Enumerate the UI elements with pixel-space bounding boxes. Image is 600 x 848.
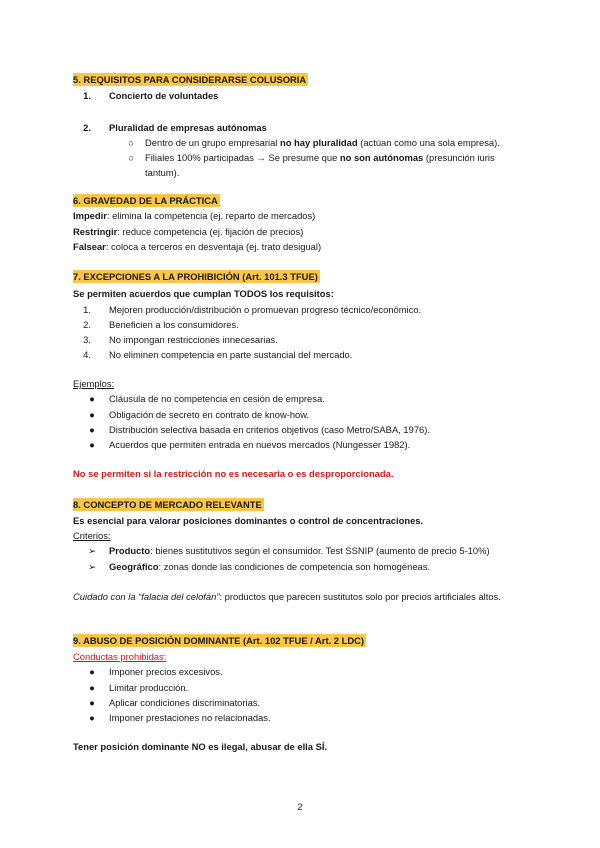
s6-row-restringir: Restringir: reduce competencia (ej. fijación de precios) xyxy=(73,226,304,237)
s8-criteria-label: Criterios: xyxy=(73,530,111,541)
s9-conclusion: Tener posición dominante NO es ilegal, abusar de ella SÍ. xyxy=(73,741,328,752)
s7-intro: Se permiten acuerdos que cumplan TODOS los requisitos: xyxy=(73,288,334,299)
arrow-bullet-icon: ➢ xyxy=(88,561,96,572)
s6-row-falsear: Falsear: coloca a terceros en desventaja (ej. trato desigual) xyxy=(73,241,322,252)
arrow-bullet-icon: ➢ xyxy=(88,545,96,556)
s8-intro: Es esencial para valorar posiciones dominantes o control de concentraciones. xyxy=(73,515,424,526)
s9-label: Conductas prohibidas: xyxy=(73,651,167,662)
section-5-heading: 5. REQUISITOS PARA CONSIDERARSE COLUSORIA xyxy=(73,74,307,85)
document-page: 5. REQUISITOS PARA CONSIDERARSE COLUSORIA 1. Concierto de voluntades 2. Pluralidad de empresas autónomas ○ Dentro de un grupo empresarial no hay pluralidad (actúan como una sola empresa). ○ Filiales 100% participadas → Se presume que no son autónomas (presunción iuris tantum). 6. GRAVEDAD DE LA PRÁCTICA Impedir: elimina la competencia (ej. reparto de mercados) Restringir: reduce competencia (ej. fijación de precios) Falsear: coloca a terceros en desventaja (ej. trato desigual) 7. EXCEPCIONES A LA PROHIBICIÓN (Art. 101.3 TFUE) Se permiten acuerdos que cumplan TODOS los requisitos: 1. Mejoren producción/distribución o promuevan progreso técnico/económico. 2. Beneficien a los consumidores. 3. No impongan restricciones innecesarias. 4. No eliminen competencia en parte sustancial del mercado. Ejemplos: ● Cláusula de no competencia en cesión de empresa. ● Obligación de secreto en contrato de know-how. ● Distribución selectiva basada en criterios objetivos (caso Metro/SABA, 1976). ● Acuerdos que permiten entrada en nuevos mercados (Nungesser 1982). No se permiten si la restricción no es necesaria o es desproporcionada. 8. CONCEPTO DE MERCADO RELEVANTE Es esencial para valorar posiciones dominantes o control de concentraciones. Criterios: ➢ Producto: bienes sustitutivos según el consumidor. Test SSNIP (aumento de precio 5-10%) ➢ Geográfico: zonas donde las condiciones de competencia son homogéneas. Cuidado con la “falacia del celofán”: productos que parecen sustitutos solo por precios artificiales altos. 9. ABUSO DE POSICIÓN DOMINANTE (Art. 102 TFUE / Art. 2 LDC) Conductas prohibidas: ● Imponer precios excesivos. ● Limitar producción. ● Aplicar condiciones discriminatorias. ● Imponer prestaciones no relacionadas. Tener posición dominante NO es ilegal, abusar de ella SÍ. 2 xyxy=(0,0,600,848)
s7-examples-label: Ejemplos: xyxy=(73,378,115,389)
section-9-heading: 9. ABUSO DE POSICIÓN DOMINANTE (Art. 102 TFUE / Art. 2 LDC) xyxy=(73,635,364,646)
section-8-heading: 8. CONCEPTO DE MERCADO RELEVANTE xyxy=(73,499,262,510)
s7-warning: No se permiten si la restricción no es necesaria o es desproporcionada. xyxy=(73,468,394,479)
s5-sub-item-2-cont: tantum). xyxy=(145,167,180,178)
page-number: 2 xyxy=(297,801,303,812)
section-7-heading: 7. EXCEPCIONES A LA PROHIBICIÓN (Art. 101.3 TFUE) xyxy=(73,271,318,282)
s8-note: Cuidado con la “falacia del celofán”: productos que parecen sustitutos solo por precios artificiales altos. xyxy=(73,591,501,602)
section-6-heading: 6. GRAVEDAD DE LA PRÁCTICA xyxy=(73,195,218,206)
s6-row-impedir: Impedir: elimina la competencia (ej. reparto de mercados) xyxy=(73,210,316,221)
